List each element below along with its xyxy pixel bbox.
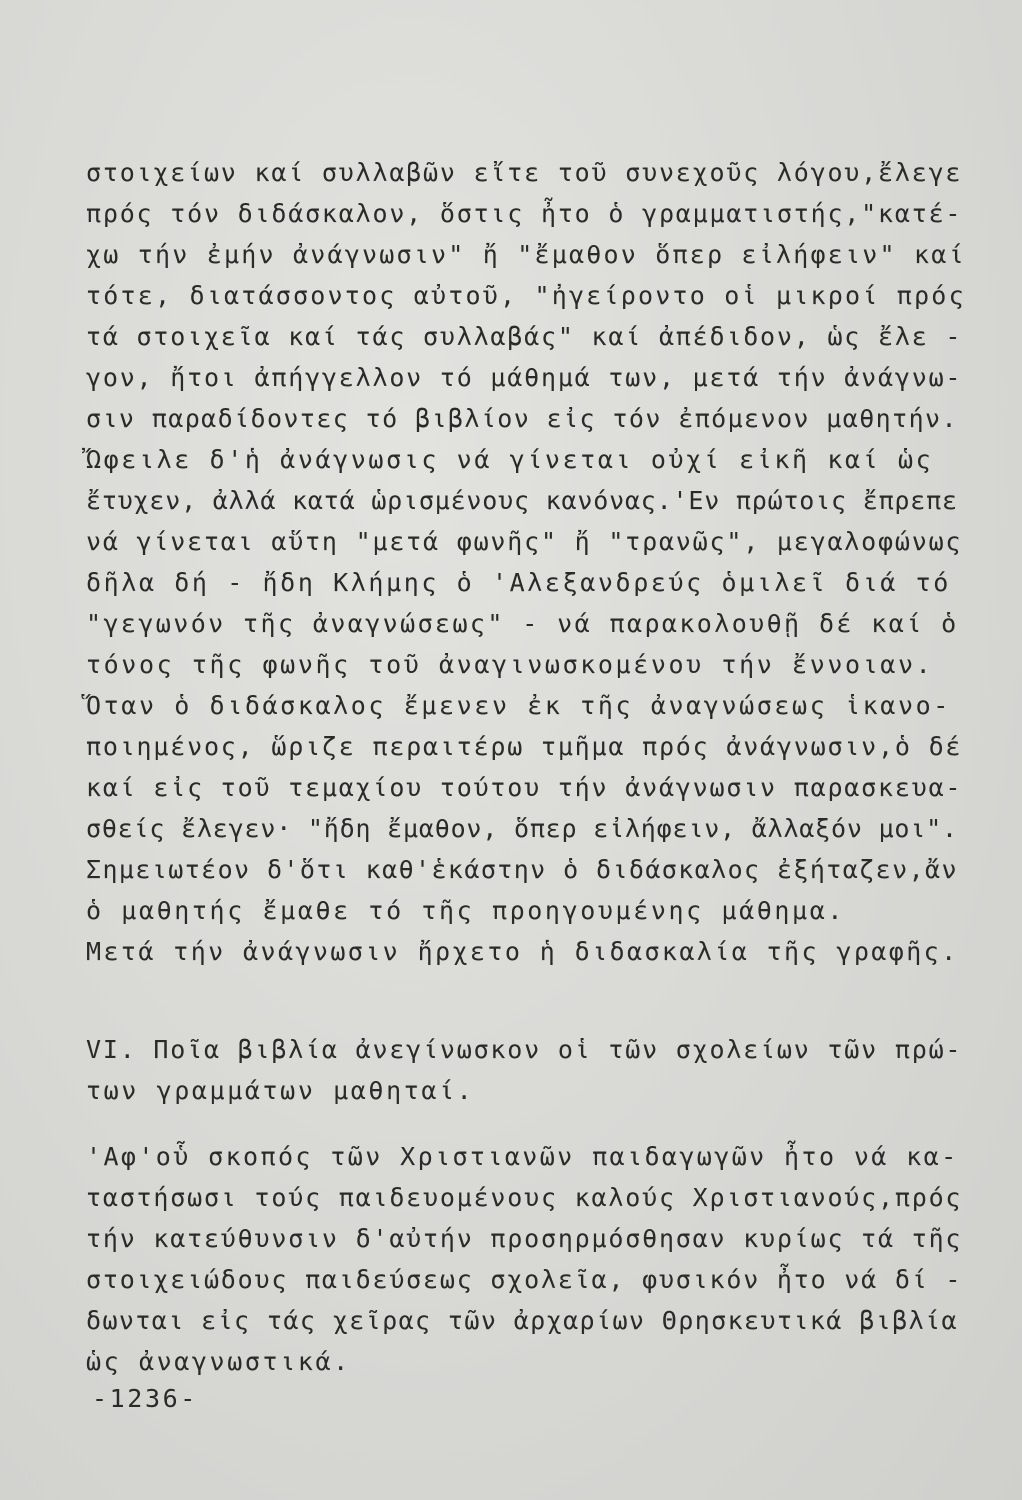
section-heading-vi <box>86 1029 966 1111</box>
text-line: γον, ἤτοι ἀπήγγελλον τό μάθημά των, μετά τήν ἀνάγνω- <box>86 363 963 392</box>
page-number: -1236- <box>92 1384 198 1413</box>
text-line: τά στοιχεῖα καί τάς συλλαβάς" καί ἀπέδιδον, ὡς ἔλε - <box>86 322 963 351</box>
text-line: ἔτυχεν, ἀλλά κατά ὡρισμένους κανόνας.'Εν πρώτοις ἔπρεπε <box>86 486 958 515</box>
text-line: ὡς ἀναγνωστικά. <box>86 1347 351 1376</box>
text-line: "γεγωνόν τῆς ἀναγνώσεως" - νά παρακολουθῇ δέ καί ὁ <box>86 609 959 638</box>
text-line: 'Αφ'οὗ σκοπός τῶν Χριστιανῶν παιδαγωγῶν ἦτο νά κα- <box>86 1142 959 1171</box>
text-line: Ὤφειλε δ'ἡ ἀνάγνωσις νά γίνεται οὐχί εἰκῆ καί ὡς <box>86 445 934 474</box>
text-line: σιν παραδίδοντες τό βιβλίον εἰς τόν ἐπόμενον μαθητήν. <box>86 404 958 433</box>
text-line: ποιημένος, ὥριζε περαιτέρω τμῆμα πρός ἀνάγνωσιν,ὁ δέ <box>86 732 963 761</box>
text-line: δωνται εἰς τάς χεῖρας τῶν ἀρχαρίων Θρησκευτικά βιβλία <box>86 1306 958 1335</box>
text-line: καί εἰς τοῦ τεμαχίου τούτου τήν ἀνάγνωσιν παρασκευα- <box>86 773 963 802</box>
text-line: ταστήσωσι τούς παιδευομένους καλούς Χριστιανούς,πρός <box>86 1183 963 1212</box>
text-line: τήν κατεύθυνσιν δ'αὐτήν προσηρμόσθησαν κυρίως τά τῆς <box>86 1224 963 1253</box>
text-line: τόνος τῆς φωνῆς τοῦ ἀναγινωσκομένου τήν ἔννοιαν. <box>86 650 934 679</box>
text-line: VI. Ποῖα βιβλία ἀνεγίνωσκον οἱ τῶν σχολείων τῶν πρώ- <box>86 1035 963 1064</box>
text-line: πρός τόν διδάσκαλον, ὅστις ἦτο ὁ γραμματιστής,"κατέ- <box>86 199 963 228</box>
text-line: τότε, διατάσσοντος αὐτοῦ, "ἠγείροντο οἱ μικροί πρός <box>86 281 966 310</box>
text-line: σθείς ἔλεγεν· "ἤδη ἔμαθον, ὅπερ εἰλήφειν, ἄλλαξόν μοι". <box>86 814 958 843</box>
text-line: Σημειωτέον δ'ὅτι καθ'ἑκάστην ὁ διδάσκαλος ἐξήταζεν,ἄν <box>86 855 958 884</box>
paragraph-block-books <box>86 1136 966 1382</box>
text-line: στοιχειώδους παιδεύσεως σχολεῖα, φυσικόν ἦτο νά δί - <box>86 1265 963 1294</box>
text-line: των γραμμάτων μαθηταί. <box>86 1076 475 1105</box>
text-line: νά γίνεται αὕτη "μετά φωνῆς" ἤ "τρανῶς", μεγαλοφώνως <box>86 527 963 556</box>
text-line: Ὅταν ὁ διδάσκαλος ἔμενεν ἐκ τῆς ἀναγνώσεως ἱκανο- <box>86 691 951 720</box>
paragraph-block-reading-rules <box>86 152 966 972</box>
text-line: ὁ μαθητής ἔμαθε τό τῆς προηγουμένης μάθημα. <box>86 896 846 925</box>
text-line: Μετά τήν ἀνάγνωσιν ἤρχετο ἡ διδασκαλία τῆς γραφῆς. <box>86 937 959 966</box>
text-line: στοιχείων καί συλλαβῶν εἴτε τοῦ συνεχοῦς λόγου,ἔλεγε <box>86 158 963 187</box>
text-line: χω τήν ἐμήν ἀνάγνωσιν" ἤ "ἔμαθον ὅπερ εἰλήφειν" καί <box>86 240 966 269</box>
text-line: δῆλα δή - ἤδη Κλήμης ὁ 'Αλεξανδρεύς ὁμιλεῖ διά τό <box>86 568 951 597</box>
